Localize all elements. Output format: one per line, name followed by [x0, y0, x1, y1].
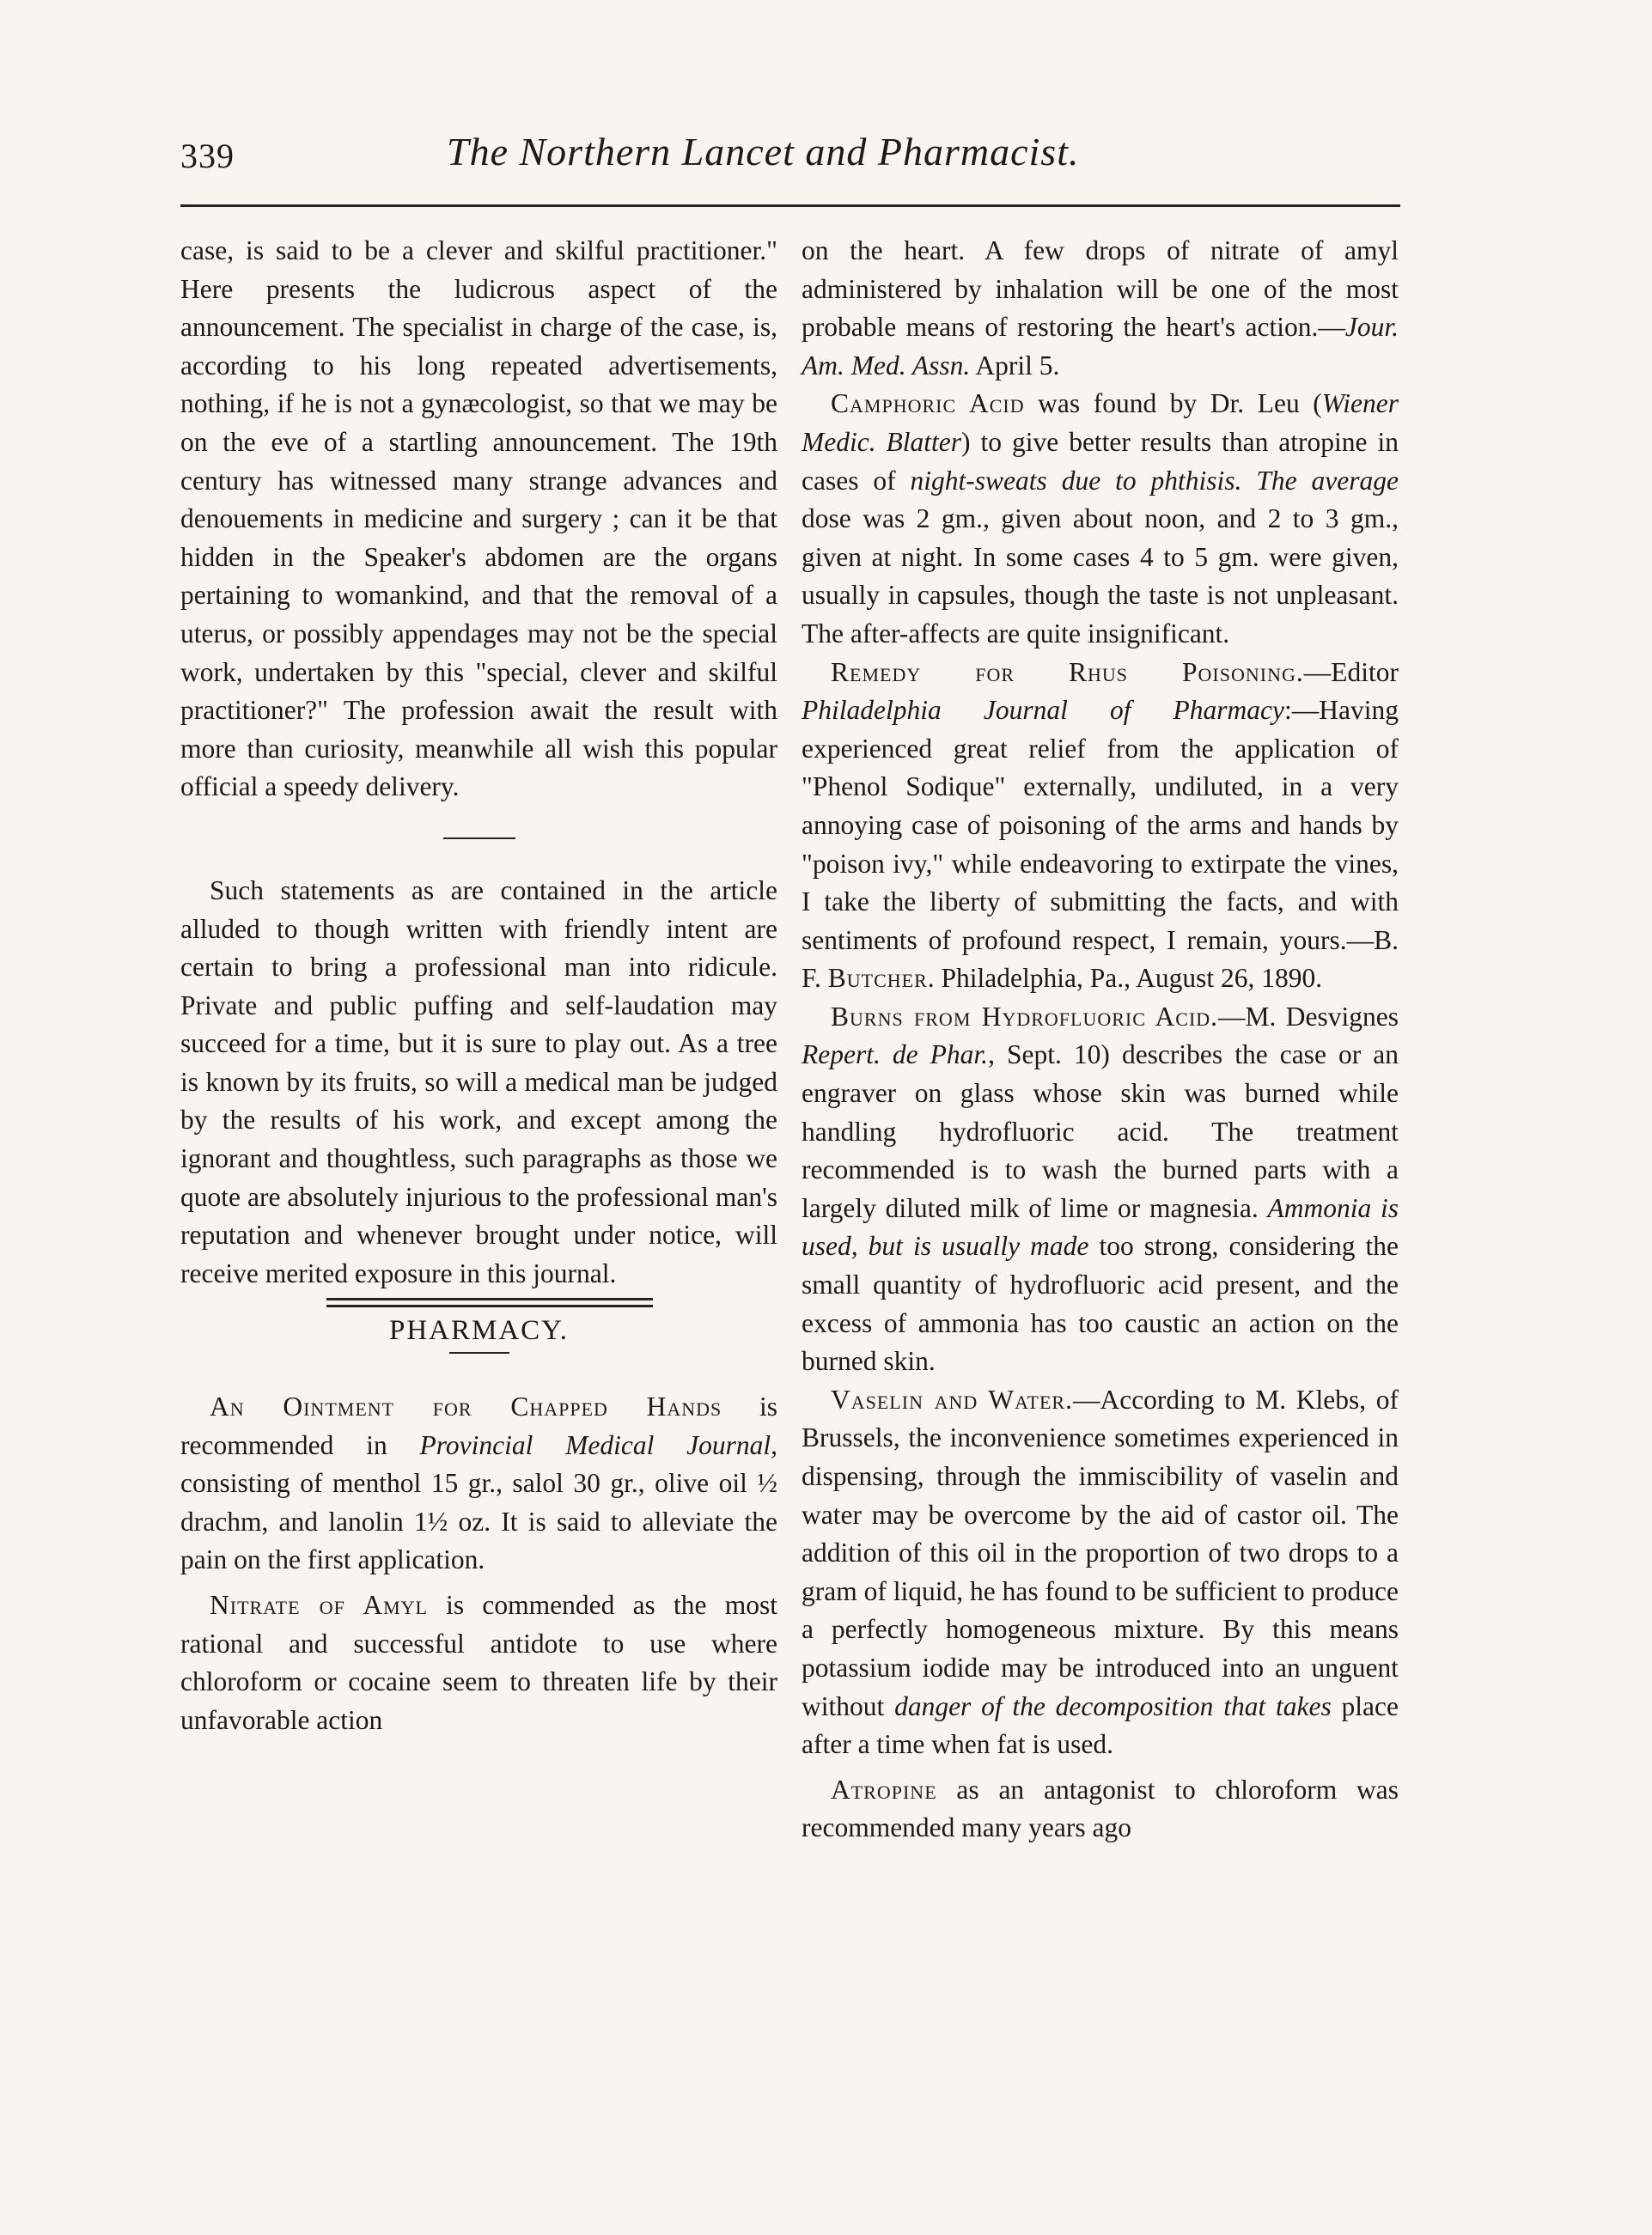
page-number: 339 [180, 137, 235, 175]
camphoric-text-b: ) to give better results than atropine in cases of [802, 426, 1399, 496]
camphoric-italic: night-sweats due to phthisis. The average [910, 465, 1399, 496]
paragraph-specialist: case, is said to be a clever and skilful practitioner." Here presents the ludicrous aspect of the announcement. The specialist in charge of the case, is, according to his long repeated advertisements, nothing, if he is not a gynæcologist, so that we may be on the eve of a startling announcement. The 19th century has witnessed many strange advances and denouements in medicine and surgery ; can it be that hidden in the Speaker's abdomen are the organs pertaining to womankind, and that the removal of a uterus, or possibly appendages may not be the special work, undertaken by this "special, clever and skilful practitioner?" The profession await the result with more than curiosity, meanwhile all wish this popular official a speedy delivery. [180, 235, 777, 802]
vaselin-text-b: place after a time when fat is used. [802, 1690, 1399, 1760]
burns-source: Repert. de Phar. [802, 1039, 989, 1070]
vaselin-lead: Vaselin and Water. [831, 1384, 1073, 1415]
atropine-text: as an antagonist to chloroform was recommended many years ago [802, 1774, 1399, 1843]
cont-source: Jour. Am. Med. Assn. [802, 312, 1399, 381]
rhus-lead: Remedy for Rhus Poisoning. [831, 656, 1304, 687]
rhus-source: Philadelphia Journal of Pharmacy [802, 695, 1285, 726]
nitrate-lead: Nitrate of Amyl [210, 1590, 428, 1620]
ointment-text-b: , consisting of menthol 15 gr., salol 30 gr., olive oil ½ drachm, and lanolin 1½ oz. It is said to alleviate the pain on the first application. [180, 1429, 778, 1575]
camphoric-text-a: was found by Dr. Leu ( [1024, 388, 1322, 419]
nitrate-text: is commended as the most rational and successful antidote to use where chloroform or cocaine seem to threaten life by their unfavorable action [180, 1590, 777, 1735]
paragraph-ointment [180, 1388, 777, 1580]
left-column [180, 232, 777, 1739]
burns-text-c: too strong, considering the small quantity of hydrofluoric acid present, and the excess of ammonia has too caustic an action on the burned skin. [802, 1231, 1399, 1377]
rhus-text-c: . Philadelphia, Pa., August 26, 1890. [927, 963, 1323, 994]
burns-lead: Burns from Hydrofluoric Acid. [831, 1001, 1219, 1032]
camphoric-text-c: dose was 2 gm., given about noon, and 2 to 3 gm., given at night. In some cases 4 to 5 gm. were given, usually in capsules, though the taste is not unpleasant. The after-affects are quite insignificant. [802, 503, 1399, 649]
camphoric-source: Wiener Medic. Blatter [802, 388, 1399, 457]
rhus-name: Butcher [827, 963, 928, 994]
running-title: The Northern Lancet and Pharmacist. [447, 130, 1080, 174]
cont-text-a: on the heart. A few drops of nitrate of amyl administered by inhalation will be one of the most probable means of restoring the heart's action.— [802, 235, 1399, 343]
header-rule [180, 204, 1400, 207]
double-rule [326, 1298, 653, 1307]
heading-underline [449, 1352, 509, 1354]
paragraph-atropine [802, 1771, 1399, 1848]
rhus-text-a: —Editor [1303, 656, 1399, 687]
ointment-source: Provincial Medical Journal [419, 1429, 771, 1460]
burns-text-a: —M. Desvignes [1218, 1001, 1399, 1032]
paragraph-vaselin [802, 1381, 1399, 1764]
paragraph-statements: Such statements as are contained in the article alluded to though written with friendly intent are certain to bring a professional man into ridicule. Private and public puffing and self-laudation may succeed for a time, but it is sure to play out. As a tree is known by its fruits, so will a medical man be judged by the results of his work, and except among the ignorant and thoughtless, such paragraphs as those we quote are absolutely injurious to the professional man's reputation and whenever brought under notice, will receive merited exposure in this journal. [180, 874, 777, 1288]
right-column [802, 232, 1399, 1848]
ointment-text-a: is recommended in [180, 1392, 777, 1460]
rhus-text-b: :—Having experienced great relief from the application of "Phenol Sodique" externally, undiluted, in a very annoying case of poisoning of the arms and hands by "poison ivy," while endeavoring to extirpate the vines, I take the liberty of submitting the facts, and with sentiments of profound respect, I remain, yours.—B. F. [802, 695, 1399, 994]
paragraph-nitrate [180, 1586, 777, 1739]
ointment-lead: An Ointment for Chapped Hands [210, 1392, 722, 1422]
paragraph-rhus [802, 654, 1399, 998]
atropine-lead: Atropine [831, 1774, 937, 1805]
vaselin-italic: danger of the decomposition that takes [894, 1690, 1332, 1721]
paragraph-burns [802, 998, 1399, 1381]
section-heading-pharmacy: PHARMACY. [388, 1315, 570, 1347]
paragraph-nitrate-continued [802, 232, 1399, 385]
cont-text-b: April 5. [970, 350, 1060, 381]
camphoric-lead: Camphoric Acid [831, 388, 1025, 419]
burns-text-b: , Sept. 10) describes the case or an engraver on glass whose skin was burned while handling hydrofluoric acid. The treatment recommended is to wash the burned parts with a largely diluted milk of lime or magnesia. [802, 1039, 1399, 1223]
separator-rule [443, 837, 515, 839]
vaselin-text-a: —According to M. Klebs, of Brussels, the inconvenience sometimes experienced in dispensing, through the immiscibility of vaselin and water may be overcome by the aid of castor oil. The addition of this oil in the proportion of two drops to a gram of liquid, he has found to be sufficient to produce a perfectly homogeneous mixture. By this means potassium iodide may be introduced into an unguent without [802, 1384, 1399, 1721]
paragraph-camphoric [802, 385, 1399, 653]
burns-italic: Ammonia is used, but is usually made [802, 1192, 1399, 1262]
